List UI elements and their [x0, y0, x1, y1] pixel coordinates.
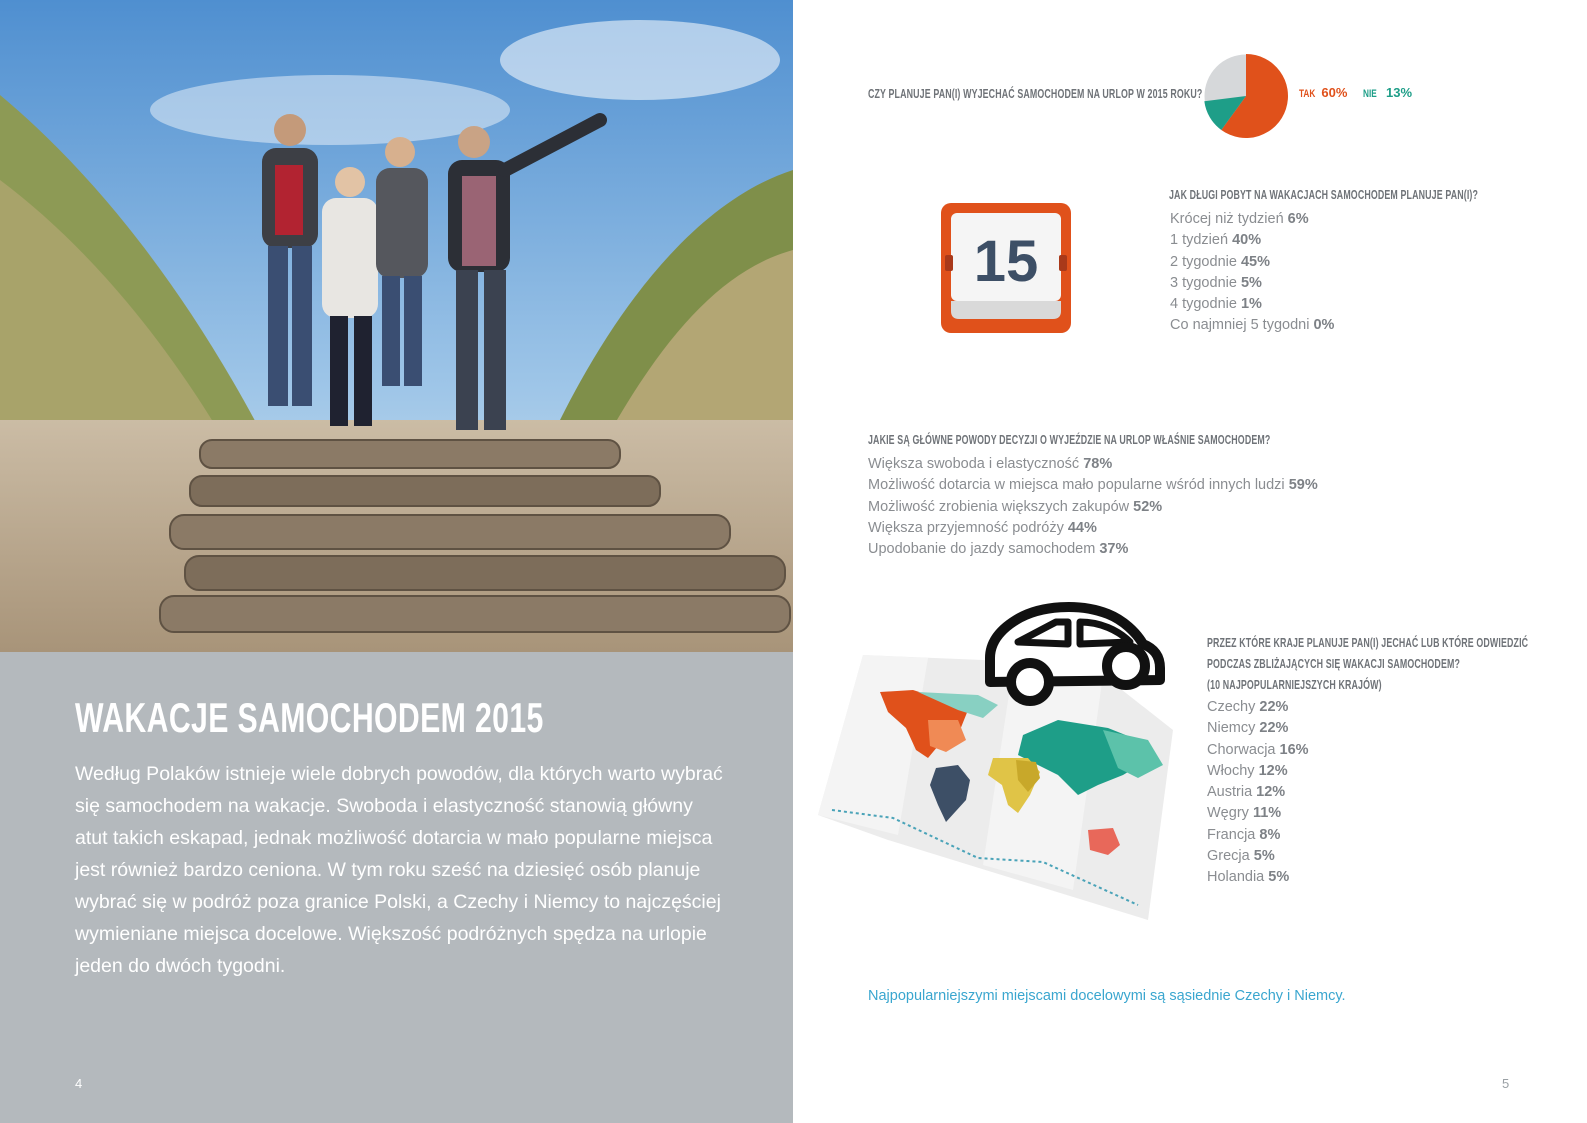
list-item: 3 tygodnie 5%	[1170, 274, 1262, 291]
q2-question: JAK DŁUGI POBYT NA WAKACJACH SAMOCHODEM PLANUJE PAN(I)?	[1169, 187, 1479, 202]
right-page	[793, 0, 1587, 1123]
list-item: Węgry 11%	[1207, 805, 1282, 822]
list-item: Grecja 5%	[1207, 848, 1275, 865]
q2-list	[1170, 209, 1334, 337]
q3-question: JAKIE SĄ GŁÓWNE POWODY DECYZJI O WYJEŹDZIE NA URLOP WŁAŚNIE SAMOCHODEM?	[868, 432, 1271, 447]
q4-question: PRZEZ KTÓRE KRAJE PLANUJE PAN(I) JECHAĆ LUB KTÓRE ODWIEDZIĆ PODCZAS ZBLIŻAJĄCYCH SIĘ WAKACJI SAMOCHODEM? (10 NAJPOPULARNIEJSZYCH KRAJÓW)	[1207, 635, 1529, 692]
list-item: Co najmniej 5 tygodni 0%	[1170, 317, 1335, 334]
q1-no-label: NIE	[1363, 88, 1377, 100]
list-item: Holandia 5%	[1207, 869, 1290, 886]
q1-question: CZY PLANUJE PAN(I) WYJECHAĆ SAMOCHODEM NA URLOP W 2015 ROKU?	[868, 86, 1203, 101]
calendar-day: 15	[973, 229, 1039, 294]
list-item: Niemcy 22%	[1207, 720, 1289, 737]
list-item: Chorwacja 16%	[1207, 741, 1309, 758]
q1-pie-chart	[1203, 53, 1289, 139]
list-item: 4 tygodnie 1%	[1170, 296, 1262, 313]
q1-yes-label: TAK	[1299, 88, 1316, 100]
family-beach-photo	[0, 0, 793, 652]
list-item: Możliwość zrobienia większych zakupów 52%	[868, 498, 1163, 515]
q3-list	[868, 454, 1318, 560]
list-item: Włochy 12%	[1207, 762, 1288, 779]
page-title: WAKACJE SAMOCHODEM 2015	[75, 694, 544, 741]
q1-answers	[1299, 85, 1412, 100]
list-item: Możliwość dotarcia w miejsca mało popularne wśród innych ludzi 59%	[868, 477, 1318, 494]
calendar-icon	[941, 203, 1071, 333]
list-item: 1 tydzień 40%	[1170, 232, 1262, 249]
page-number-right: 5	[1502, 1076, 1510, 1091]
list-item: Czechy 22%	[1207, 699, 1289, 715]
q4-list	[1207, 697, 1309, 889]
left-page	[0, 0, 793, 1123]
list-item: Francja 8%	[1207, 826, 1281, 843]
world-map-illustration	[818, 600, 1188, 930]
list-item: Większa przyjemność podróży 44%	[868, 519, 1097, 536]
footer-note: Najpopularniejszymi miejscami docelowymi są sąsiednie Czechy i Niemcy.	[868, 988, 1346, 1004]
q1-no-value: 13%	[1386, 85, 1413, 100]
list-item: Upodobanie do jazdy samochodem 37%	[868, 541, 1129, 558]
list-item: Krócej niż tydzień 6%	[1170, 211, 1309, 227]
list-item: Austria 12%	[1207, 784, 1286, 801]
list-item: Większa swoboda i elastyczność 78%	[868, 456, 1113, 472]
page-number-left: 4	[75, 1076, 83, 1091]
list-item: 2 tygodnie 45%	[1170, 253, 1270, 270]
intro-paragraph: Według Polaków istnieje wiele dobrych powodów, dla których warto wybrać się samochodem na wakacje. Swoboda i elastyczność stanowią główny atut takich eskapad, jednak możliwość dotarcia w mało popularne miejsca jest również bardzo ceniona. W tym roku sześć na dziesięć osób planuje wybrać się w podróż poza granice Polski, a Czechy i Niemcy to najczęściej wymieniane miejsca docelowe. Większość podróżnych spędza na urlopie jeden do dwóch tygodni.	[75, 763, 723, 977]
q1-yes-value: 60%	[1321, 85, 1348, 100]
